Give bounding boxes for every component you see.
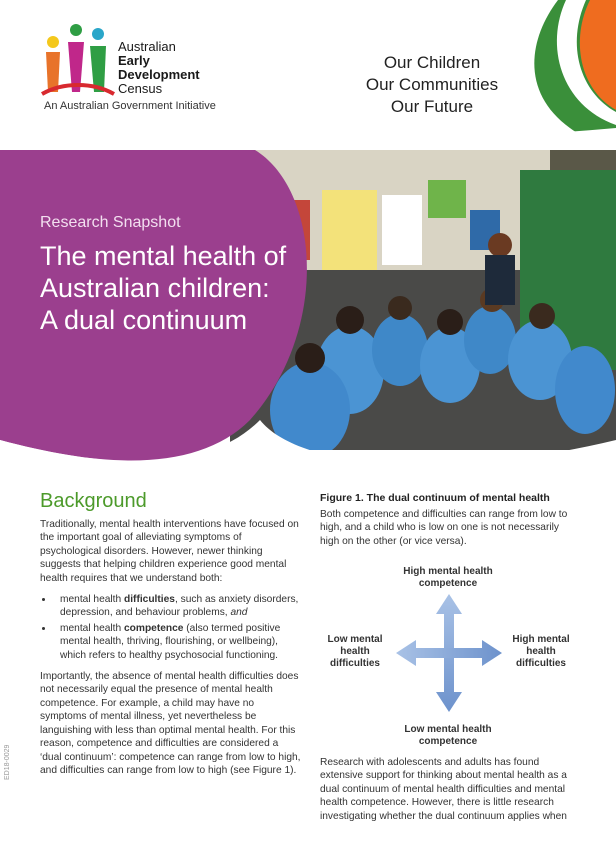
logo-line-4: Census xyxy=(118,81,163,96)
logo-line-1: Australian xyxy=(118,39,176,54)
background-para-1: Traditionally, mental health interventions have focused on the important goal of alleviating symptoms of psychological disorders. However, newer thinking suggests that helping children experience good mental health requires that we understand both: xyxy=(40,519,299,584)
label-high-difficulties: High mental health difficulties xyxy=(512,634,570,669)
tagline xyxy=(342,52,522,118)
tagline-line-1: Our Children xyxy=(383,53,481,72)
background-para-2: Importantly, the absence of mental health difficulties does not necessarily equal the presence of mental health competence. For example, a child may have no symptoms of mental illness, yet nevertheless be languishing with less than optimal mental health. For this reason, competence and difficulties are considered a ‘dual continuum’: competence can range from low to high, and difficulties can range from low to high (see Figure 1). xyxy=(40,671,301,776)
bullet-competence: • mental health competence (also termed positive mental health, thriving, flourishing, or wellbeing), which refers to healthy psychosocial functioning. xyxy=(54,622,302,662)
aedc-logo-text xyxy=(118,40,200,96)
document-code: ED18-0029 xyxy=(4,744,11,780)
page-title: The mental health of Australian children: A dual continuum xyxy=(40,241,287,335)
background-heading: Background xyxy=(40,490,147,512)
tagline-line-3: Our Future xyxy=(390,97,474,116)
label-high-competence: High mental health competence xyxy=(403,566,493,589)
figure-description: Both competence and difficulties can range from low to high, and a child who is low on one is not necessarily high on the other (or vice versa). xyxy=(320,509,568,547)
tagline-line-2: Our Communities xyxy=(365,75,499,94)
bullet-difficulties: • mental health difficulties, such as anxiety disorders, depression, and behaviour problems, and xyxy=(54,593,302,620)
label-low-difficulties: Low mental health difficulties xyxy=(327,634,383,669)
logo-line-2: Early xyxy=(118,53,150,68)
background-bullets xyxy=(40,593,302,662)
background-body xyxy=(40,518,302,785)
research-paragraph: Research with adolescents and adults has found extensive support for thinking about mental health as a dual continuum of mental health difficulties and mental health competence. However, there is little research investigating whether the dual continuum applies when xyxy=(320,757,567,822)
gov-initiative: An Australian Government Initiative xyxy=(44,100,216,112)
logo-line-3: Development xyxy=(118,67,200,82)
label-low-competence: Low mental health competence xyxy=(404,724,492,747)
research-snapshot-kicker: Research Snapshot xyxy=(40,214,181,231)
aedc-logo-figures xyxy=(38,22,118,100)
dual-continuum-arrows xyxy=(392,592,506,714)
figure-title: Figure 1. The dual continuum of mental health xyxy=(320,492,550,504)
